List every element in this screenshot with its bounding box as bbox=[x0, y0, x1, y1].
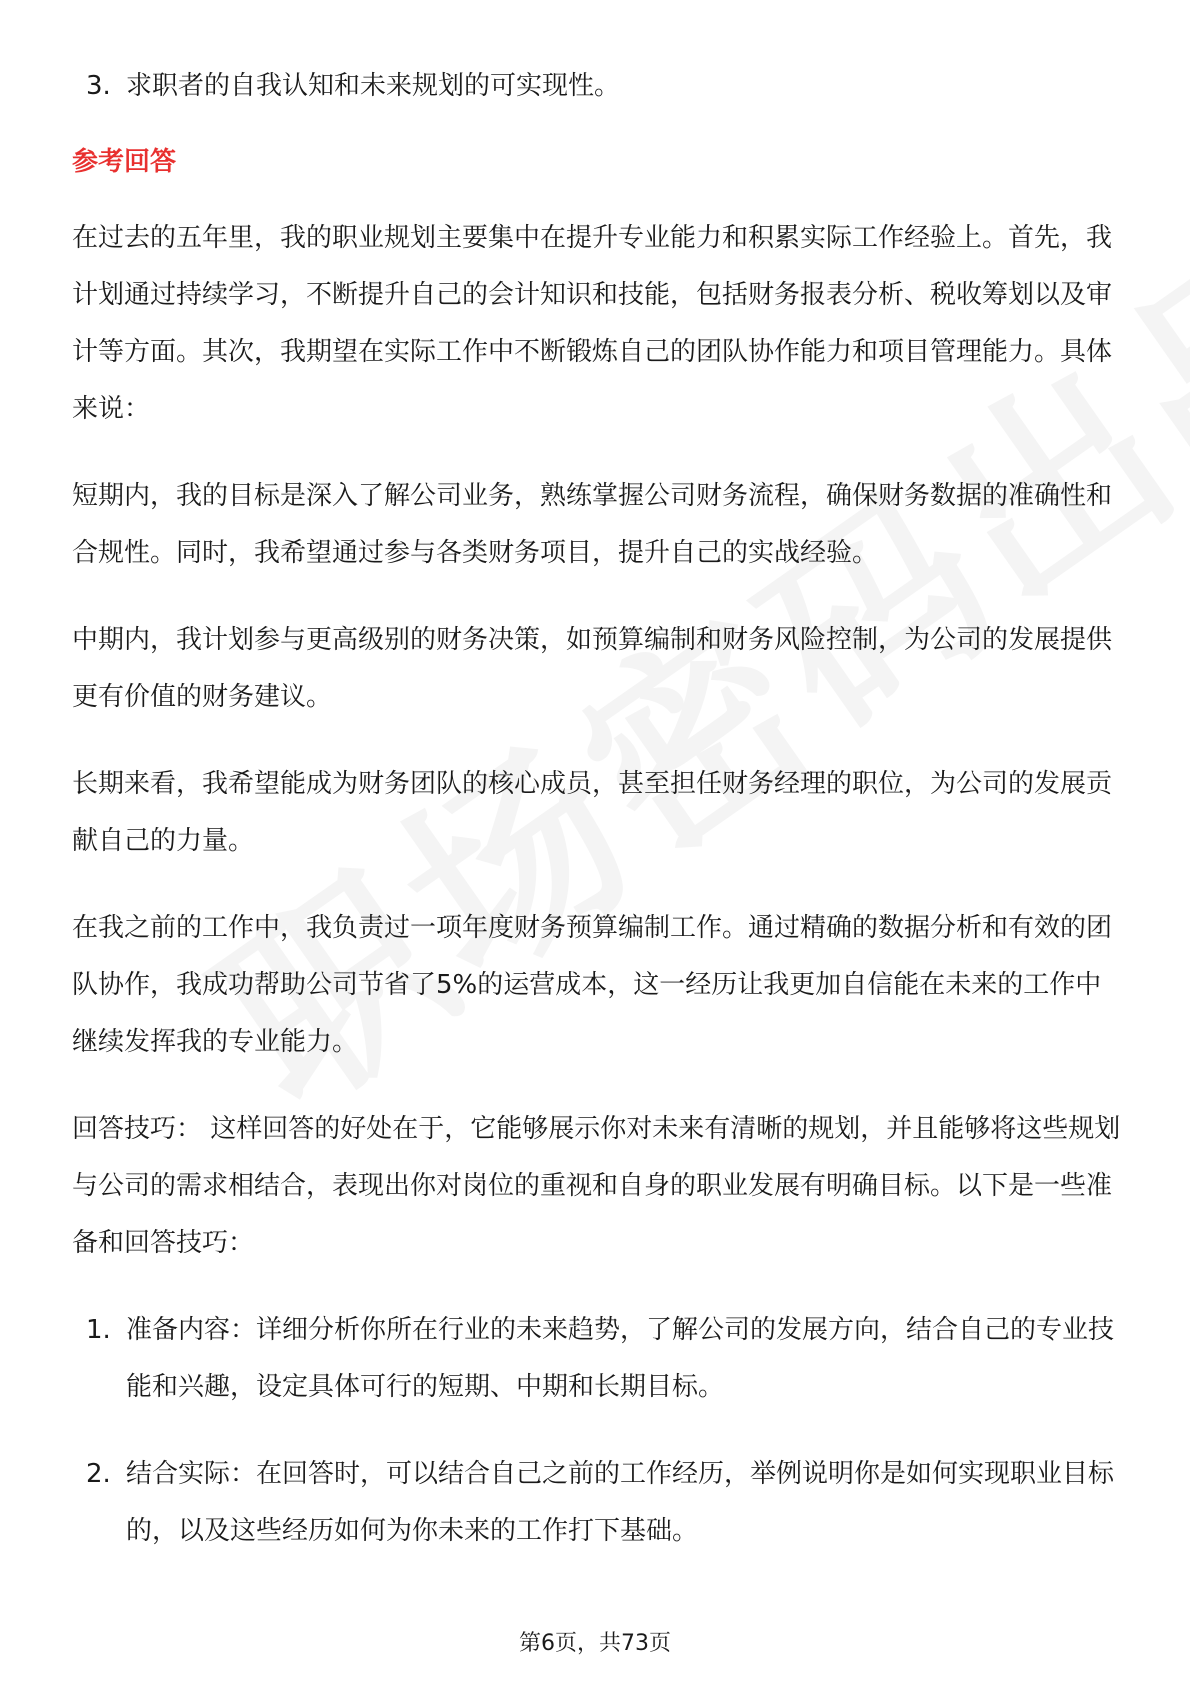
section-heading: 参考回答 bbox=[72, 147, 177, 177]
tips-paragraph: 回答技巧： 这样回答的好处在于，它能够展示你对未来有清晰的规划，并且能够将这些规划与公司的需求相结合，表现出你对岗位的重视和自身的职业发展有明确目标。以下是一些准备和回答技巧： bbox=[72, 1114, 1121, 1258]
experience-paragraph: 在我之前的工作中，我负责过一项年度财务预算编制工作。通过精确的数据分析和有效的团队协作，我成功帮助公司节省了5%的运营成本，这一经历让我更加自信能在未来的工作中继续发挥我的专业能力。 bbox=[72, 913, 1113, 1057]
list-item bbox=[72, 58, 1122, 115]
list-text: 准备内容：详细分析你所在行业的未来趋势，了解公司的发展方向，结合自己的专业技能和兴趣，设定具体可行的短期、中期和长期目标。 bbox=[126, 1315, 1115, 1402]
list-text: 结合实际：在回答时，可以结合自己之前的工作经历，举例说明你是如何实现职业目标的，以及这些经历如何为你未来的工作打下基础。 bbox=[126, 1459, 1115, 1546]
list-number: 3. bbox=[86, 71, 111, 101]
list-number: 2. bbox=[86, 1459, 111, 1489]
page-footer: 第6页，共73页 bbox=[519, 1631, 671, 1656]
list-item bbox=[72, 1302, 1122, 1416]
page-content bbox=[72, 58, 1122, 1590]
list-number: 1. bbox=[86, 1315, 111, 1345]
long-term-paragraph: 长期来看，我希望能成为财务团队的核心成员，甚至担任财务经理的职位，为公司的发展贡献自己的力量。 bbox=[72, 769, 1113, 856]
short-term-paragraph: 短期内，我的目标是深入了解公司业务，熟练掌握公司财务流程，确保财务数据的准确性和合规性。同时，我希望通过参与各类财务项目，提升自己的实战经验。 bbox=[72, 481, 1113, 568]
tips-list bbox=[72, 1302, 1122, 1560]
list-item bbox=[72, 1446, 1122, 1560]
list-text: 求职者的自我认知和未来规划的可实现性。 bbox=[126, 71, 621, 101]
answer-paragraph: 在过去的五年里，我的职业规划主要集中在提升专业能力和积累实际工作经验上。首先，我计划通过持续学习，不断提升自己的会计知识和技能，包括财务报表分析、税收筹划以及审计等方面。其次，我期望在实际工作中不断锻炼自己的团队协作能力和项目管理能力。具体来说： bbox=[72, 223, 1113, 424]
mid-term-paragraph: 中期内，我计划参与更高级别的财务决策，如预算编制和财务风险控制，为公司的发展提供更有价值的财务建议。 bbox=[72, 625, 1113, 712]
